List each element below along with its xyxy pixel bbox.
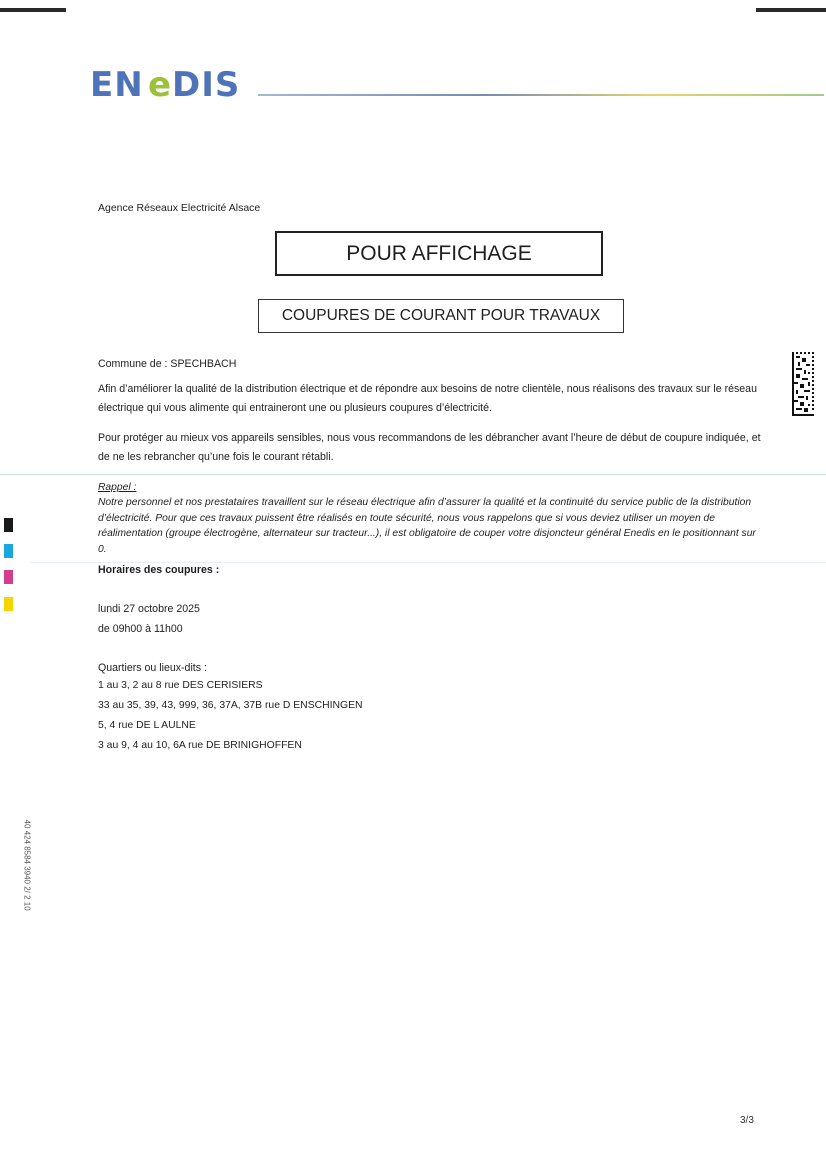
enedis-logo: [90, 66, 250, 102]
location-item: 3 au 9, 4 au 10, 6A rue DE BRINIGHOFFEN: [98, 740, 302, 751]
page-number: 3/3: [740, 1115, 754, 1126]
schedule-date: lundi 27 octobre 2025: [98, 603, 200, 615]
svg-text:e: e: [148, 66, 172, 102]
datamatrix-code: [792, 352, 814, 416]
scan-fold-line: [0, 474, 826, 475]
margin-code: 40 424 8584 3940 2/ 2 10: [22, 819, 32, 911]
locations-title: Quartiers ou lieux-dits :: [98, 662, 207, 674]
print-swatch-magenta: [4, 570, 13, 584]
rappel-title: Rappel :: [98, 482, 137, 493]
notice-subtitle: COUPURES DE COURANT POUR TRAVAUX: [258, 299, 624, 333]
location-item: 1 au 3, 2 au 8 rue DES CERISIERS: [98, 680, 263, 691]
header-rule: [258, 94, 824, 96]
scan-fold-line-2: [30, 562, 826, 563]
rappel-text: Notre personnel et nos prestataires travaillent sur le réseau électrique afin d’assurer la qualité et la continuité du service public de la distribution d’électricité. Pour que ces travaux puissent être réalisés en toute sécurité, nous vous rappelons que si vous deviez utiliser un moyen de réalimentation (groupe électrogène, alternateur sur tracteur...), il est obligatoire de couper votre disjoncteur général Enedis en le positionnant sur 0.: [98, 497, 756, 555]
location-item: 33 au 35, 39, 43, 999, 36, 37A, 37B rue D ENSCHINGEN: [98, 700, 363, 711]
svg-text:DIS: DIS: [172, 66, 241, 102]
rappel-block: [98, 480, 758, 557]
schedule-title: Horaires des coupures :: [98, 564, 220, 576]
intro-paragraph: Afin d’améliorer la qualité de la distribution électrique et de répondre aux besoins de notre clientèle, nous réalisons des travaux sur le réseau électrique qui vous alimente qui entraineront une ou plusieurs coupures d’électricité.: [98, 383, 757, 414]
schedule-time: de 09h00 à 11h00: [98, 623, 183, 635]
advice-paragraph: Pour protéger au mieux vos appareils sensibles, nous vous recommandons de les débrancher avant l’heure de début de coupure indiquée, et de ne les rebrancher qu’une fois le courant rétabli.: [98, 432, 761, 463]
scan-corner-mark-right: [756, 8, 826, 12]
print-swatch-cyan: [4, 544, 13, 558]
notice-title: POUR AFFICHAGE: [275, 231, 603, 276]
location-item: 5, 4 rue DE L AULNE: [98, 720, 196, 731]
commune: Commune de : SPECHBACH: [98, 358, 237, 370]
print-swatch-black: [4, 518, 13, 532]
scan-corner-mark-left: [0, 8, 66, 12]
print-swatch-yellow: [4, 597, 13, 611]
agency-name: Agence Réseaux Electricité Alsace: [98, 202, 261, 214]
svg-text:EN: EN: [90, 66, 144, 102]
